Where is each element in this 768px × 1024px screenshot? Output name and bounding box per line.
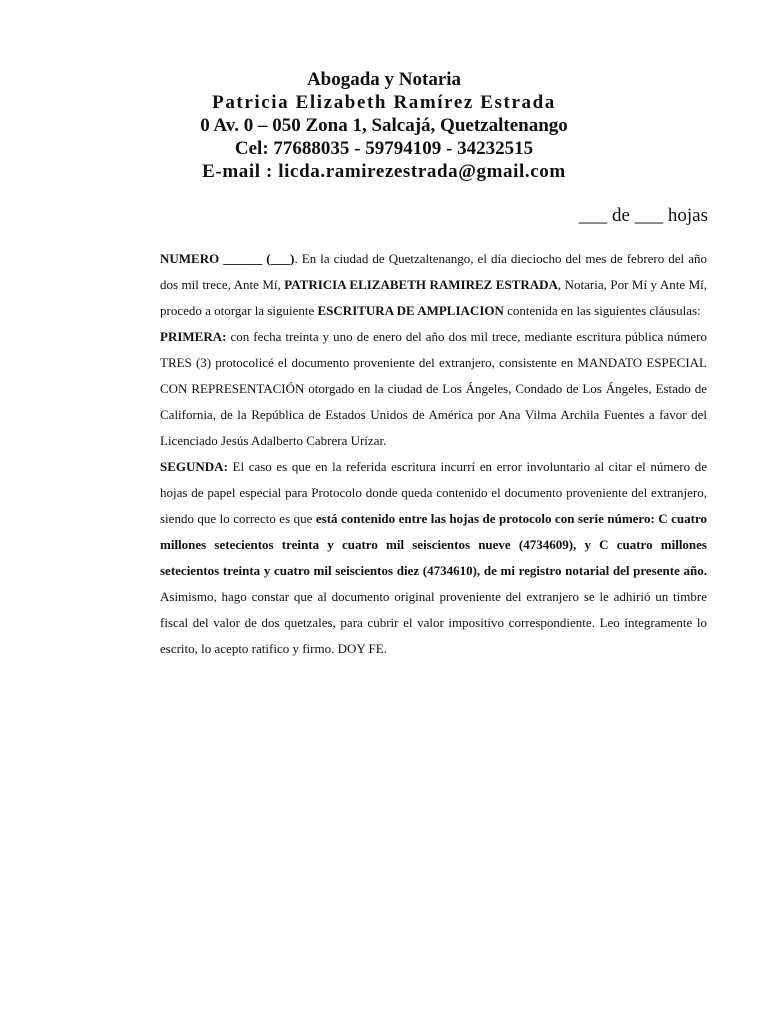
deed-body <box>160 246 707 662</box>
clause-segunda-label: SEGUNDA: <box>160 459 228 474</box>
deed-type: ESCRITURA DE AMPLIACION <box>317 303 504 318</box>
clause-primera-label: PRIMERA: <box>160 329 227 344</box>
paragraph-intro <box>160 246 707 324</box>
email-address: E-mail : licda.ramirezestrada@gmail.com <box>202 161 566 182</box>
address: 0 Av. 0 – 050 Zona 1, Salcajá, Quetzaltenango <box>200 115 568 136</box>
notary-name: Patricia Elizabeth Ramírez Estrada <box>212 92 556 113</box>
notary-name-inline: PATRICIA ELIZABETH RAMIREZ ESTRADA <box>284 277 558 292</box>
intro-text-1: . En la ciudad de Quetzaltenango, el día dieciocho del mes de febrero del año dos mil trece, Ante Mí, <box>160 251 707 292</box>
intro-text-3: contenida en las siguientes cláusulas: <box>503 303 701 318</box>
deed-number: NUMERO ______ (___) <box>160 251 295 266</box>
title-profession: Abogada y Notaria <box>306 69 462 90</box>
clause-segunda-bold: está contenido entre las hojas de protocolo con serie número: C cuatro millones setecientos treinta y cuatro mil seiscientos nueve (4734609), y C cuatro millones setecientos treinta y cuatro mil seiscientos diez (4734610), de mi registro notarial del presente año. <box>160 511 707 578</box>
paragraph-primera <box>160 324 707 454</box>
clause-segunda-text-1: El caso es que en la referida escritura incurrí en error involuntario al citar el número de hojas de papel especial para Protocolo donde queda contenido el documento proveniente del extranjero, siendo que lo correcto es que <box>160 459 707 526</box>
intro-text-2: , Notaria, Por Mí y Ante Mí, procedo a otorgar la siguiente <box>160 277 707 318</box>
page-count: ___ de ___ hojas <box>578 205 708 226</box>
letterhead <box>0 68 768 183</box>
clause-segunda-text-2: Asimismo, hago constar que al documento original proveniente del extranjero se le adhirió un timbre fiscal del valor de dos quetzales, para cubrir el valor impositivo correspondiente. Leo íntegramente lo escrito, lo acepto ratifico y firmo. DOY FE. <box>160 589 707 656</box>
clause-primera-text: con fecha treinta y uno de enero del año dos mil trece, mediante escritura pública número TRES (3) protocolicé el documento proveniente del extranjero, consistente en MANDATO ESPECIAL CON REPRESENTACIÓN otorgado en la ciudad de Los Ángeles, Condado de Los Ángeles, Estado de California, de la República de Estados Unidos de América por Ana Vilma Archila Fuentes a favor del Licenciado Jesús Adalberto Cabrera Urízar. <box>160 329 707 448</box>
phone-numbers: Cel: 77688035 - 59794109 - 34232515 <box>234 138 534 159</box>
paragraph-segunda <box>160 454 707 662</box>
